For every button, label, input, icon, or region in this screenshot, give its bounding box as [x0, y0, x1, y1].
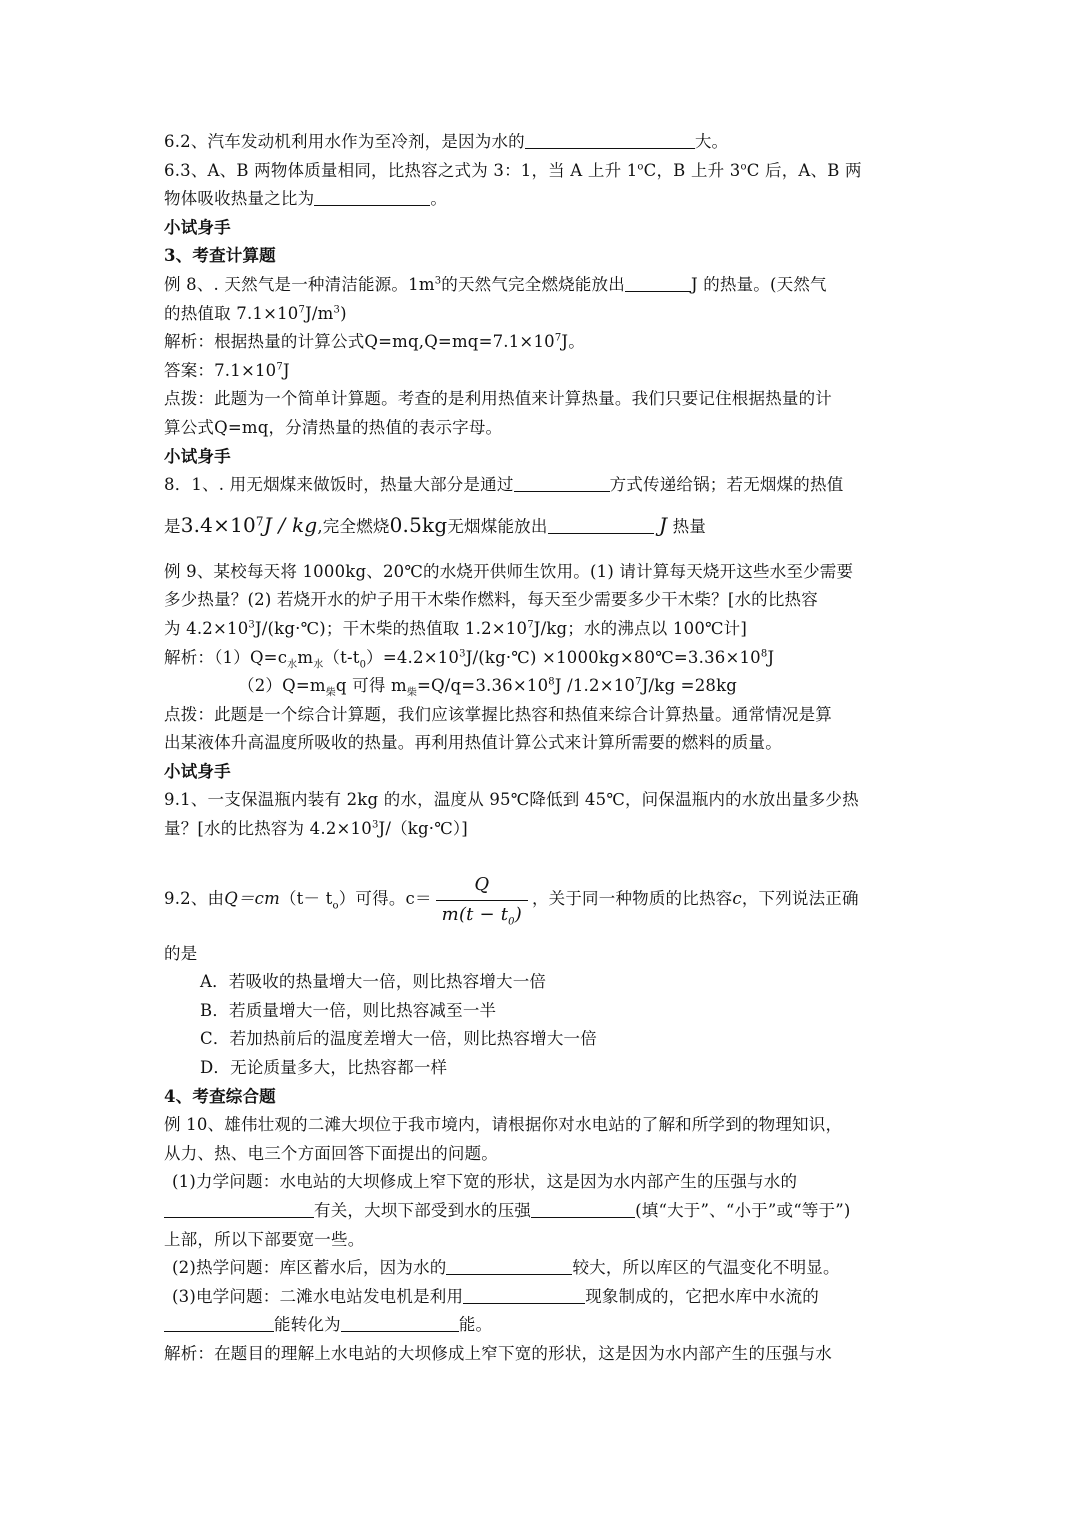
text: q 可得 m — [335, 676, 407, 696]
superscript: 3 — [434, 275, 442, 287]
text: 能。 — [458, 1315, 493, 1335]
superscript: 7 — [298, 304, 306, 316]
section-heading: 3、考查计算题 — [164, 246, 276, 266]
denominator — [436, 901, 528, 929]
text: 热量 — [672, 516, 707, 536]
section-heading: 小试身手 — [164, 761, 231, 781]
numerator: Q — [436, 870, 528, 901]
answer-blank[interactable] — [463, 1285, 585, 1304]
analysis-2 — [164, 672, 918, 701]
text: 有关，大坝下部受到水的压强 — [314, 1201, 532, 1220]
answer-blank[interactable] — [525, 130, 695, 149]
math-unit: J — [659, 512, 668, 537]
question-6-3-cont — [164, 185, 918, 214]
text: m — [297, 647, 314, 667]
math-text: Q＝cm — [224, 888, 280, 908]
option-b: B．若质量增大一倍，则比热容减至一半 — [200, 1000, 497, 1020]
text: C 后，A、B 两 — [746, 160, 862, 180]
text: ，关于同一种物质的比热容 — [531, 888, 733, 908]
superscript: 7 — [554, 332, 562, 344]
question-8-1 — [164, 471, 918, 500]
subscript: o — [332, 899, 339, 911]
answer-blank[interactable] — [446, 1256, 572, 1275]
answer-blank[interactable] — [314, 187, 430, 206]
text: J/(kg·℃)；干木柴的热值取 1.2×10 — [254, 618, 528, 638]
text: 现象制成的，它把水库中水流的 — [585, 1286, 819, 1306]
text: ,完全燃烧 — [317, 516, 390, 536]
text: J/(kg·℃) ×1000kg×80℃=3.36×10 — [465, 647, 761, 667]
question-electric — [164, 1283, 918, 1312]
subscript: 水 — [313, 658, 324, 670]
section-heading: 小试身手 — [164, 446, 231, 466]
text: 是 — [164, 516, 181, 536]
text: J — [282, 360, 290, 380]
answer-blank[interactable] — [164, 1313, 274, 1332]
text: 的天然气完全燃烧能放出 — [441, 274, 625, 294]
text: J/m — [305, 303, 334, 323]
answer-blank[interactable] — [164, 1199, 314, 1218]
text: (填“大于”、“小于”或“等于”) — [635, 1201, 851, 1220]
text: 。 — [430, 189, 448, 209]
question-6-2 — [164, 128, 918, 157]
option-d: D．无论质量多大，比热容都一样 — [200, 1058, 448, 1078]
text: （2）Q=m — [238, 676, 326, 696]
text: ，下列说法正确 — [741, 888, 859, 908]
superscript: 3 — [459, 648, 466, 659]
text: J/kg；水的沸点以 100℃计] — [533, 618, 748, 638]
text: 方式传递给锅；若无烟煤的热值 — [609, 475, 844, 495]
subscript: 水 — [287, 658, 298, 670]
question-6-3 — [164, 157, 918, 186]
example-10-cont: 从力、热、电三个方面回答下面提出的问题。 — [164, 1143, 498, 1163]
superscript: 3 — [248, 619, 255, 631]
analysis — [164, 328, 918, 357]
option-a: A．若吸收的热量增大一倍，则比热容增大一倍 — [200, 972, 547, 992]
text: 解析：（1）Q=c — [164, 647, 288, 667]
text: 为 4.2×10 — [164, 618, 249, 638]
superscript: o — [740, 161, 747, 173]
text: 答案：7.1×10 — [164, 360, 277, 380]
text: ) — [514, 903, 522, 925]
superscript: 7 — [255, 514, 264, 529]
tip-cont: 算公式Q=mq，分清热量的热值的表示字母。 — [164, 417, 503, 437]
superscript: 3 — [371, 819, 379, 831]
answer-blank[interactable] — [514, 473, 610, 492]
text: 8．1、. 用无烟煤来做饭时，热量大部分是通过 — [164, 475, 514, 495]
example-10: 例 10、雄伟壮观的二滩大坝位于我市境内，请根据你对水电站的了解和所学到的物理知识， — [164, 1115, 843, 1135]
text: 大。 — [694, 132, 729, 151]
example-9-cont: 多少热量？(2) 若烧开水的炉子用干木柴作燃料，每天至少需要多少干木柴？[水的比热容 — [164, 590, 818, 610]
subscript: 柴 — [406, 687, 418, 699]
question-thermal — [164, 1254, 918, 1283]
math-text: c — [732, 888, 742, 908]
superscript: 8 — [548, 676, 555, 688]
subscript: 0 — [508, 916, 515, 928]
text: 能转化为 — [274, 1315, 341, 1335]
question-mechanics-end: 上部，所以下部要宽一些。 — [164, 1229, 365, 1249]
text: J 的热量。(天然气 — [690, 274, 827, 294]
question-9-2 — [164, 864, 918, 934]
example-9-cont2 — [164, 615, 918, 644]
example-8 — [164, 271, 918, 300]
text: 的热值取 7.1×10 — [164, 303, 299, 323]
answer — [164, 357, 918, 386]
tip: 点拨：此题为一个简单计算题。考查的是利用热值来计算热量。我们只要记住根据热量的计 — [164, 389, 832, 409]
answer-blank[interactable] — [531, 1199, 635, 1218]
analysis-10: 解析：在题目的理解上水电站的大坝修成上窄下宽的形状，这是因为水内部产生的压强与水 — [164, 1343, 832, 1363]
question-electric-cont — [164, 1311, 918, 1340]
text: (2)热学问题：库区蓄水后，因为水的 — [172, 1258, 447, 1278]
text: 6.2、汽车发动机利用水作为至冷剂，是因为水的 — [164, 132, 525, 151]
text: J。 — [561, 332, 585, 352]
superscript: 7 — [635, 676, 642, 688]
text: m(t − t — [441, 903, 509, 925]
text: =Q/q=3.36×10 — [417, 676, 549, 696]
text: J /1.2×10 — [554, 676, 636, 696]
superscript: 3 — [333, 304, 341, 316]
fraction — [436, 870, 528, 929]
text: ）=4.2×10 — [366, 647, 460, 667]
superscript: 7 — [527, 619, 534, 631]
math-value: 3.4×10 — [180, 512, 256, 537]
tip-cont: 出某液体升高温度所吸收的热量。再利用热值计算公式来计算所需要的燃料的质量。 — [164, 733, 782, 753]
text: 9.2、由 — [164, 888, 225, 908]
text: J — [767, 647, 775, 667]
question-9-1: 9.1、一支保温瓶内装有 2kg 的水，温度从 95℃降低到 45℃，问保温瓶内的水放出量多少热 — [164, 790, 859, 810]
text: （t-t — [323, 647, 360, 667]
section-heading: 小试身手 — [164, 217, 231, 237]
math-unit: J / kg — [263, 512, 318, 537]
tip: 点拨：此题是一个综合计算题，我们应该掌握比热容和热值来综合计算热量。通常情况是算 — [164, 704, 832, 724]
superscript: 8 — [760, 648, 768, 659]
text: 量？[水的比热容为 4.2×10 — [164, 819, 372, 839]
question-mechanics-cont — [164, 1197, 918, 1226]
question-9-1-cont — [164, 815, 918, 844]
text: 较大，所以库区的气温变化不明显。 — [572, 1258, 840, 1278]
text: 解析：根据热量的计算公式Q=mq,Q=mq=7.1×10 — [164, 332, 555, 352]
text: J/kg =28kg — [641, 676, 738, 696]
text: C，B 上升 3 — [643, 160, 741, 180]
answer-blank[interactable] — [548, 515, 654, 534]
answer-blank[interactable] — [625, 273, 691, 292]
subscript: 柴 — [325, 687, 336, 699]
text: 物体吸收热量之比为 — [164, 189, 315, 209]
question-9-2-cont: 的是 — [164, 943, 198, 963]
section-heading: 4、考查综合题 — [164, 1086, 276, 1106]
example-8-cont — [164, 300, 918, 329]
text: 无烟煤能放出 — [447, 516, 548, 536]
example-9: 例 9、某校每天将 1000kg、20℃的水烧开供师生饮用。(1) 请计算每天烧开这些水至少需要 — [164, 561, 854, 581]
answer-blank[interactable] — [341, 1313, 459, 1332]
text: （t－ t — [279, 888, 333, 908]
text: ) — [340, 303, 347, 323]
question-8-1-cont — [164, 500, 918, 552]
superscript: 7 — [276, 361, 283, 373]
text: (3)电学问题：二滩水电站发电机是利用 — [172, 1286, 464, 1306]
text: J/（kg·℃）] — [378, 819, 468, 839]
option-c: C．若加热前后的温度差增大一倍，则比热容增大一倍 — [200, 1029, 597, 1049]
text: 例 8、. 天然气是一种清洁能源。1m — [164, 274, 435, 294]
math-value: 0.5kg — [389, 512, 448, 537]
document-page — [164, 128, 918, 1369]
analysis-1 — [164, 644, 918, 673]
text: ）可得。c＝ — [338, 888, 432, 908]
text: 6.3、A、B 两物体质量相同，比热容之式为 3：1，当 A 上升 1 — [164, 160, 638, 180]
subscript: 0 — [359, 658, 367, 670]
question-mechanics: (1)力学问题：水电站的大坝修成上窄下宽的形状，这是因为水内部产生的压强与水的 — [172, 1172, 798, 1192]
superscript: o — [637, 161, 644, 173]
